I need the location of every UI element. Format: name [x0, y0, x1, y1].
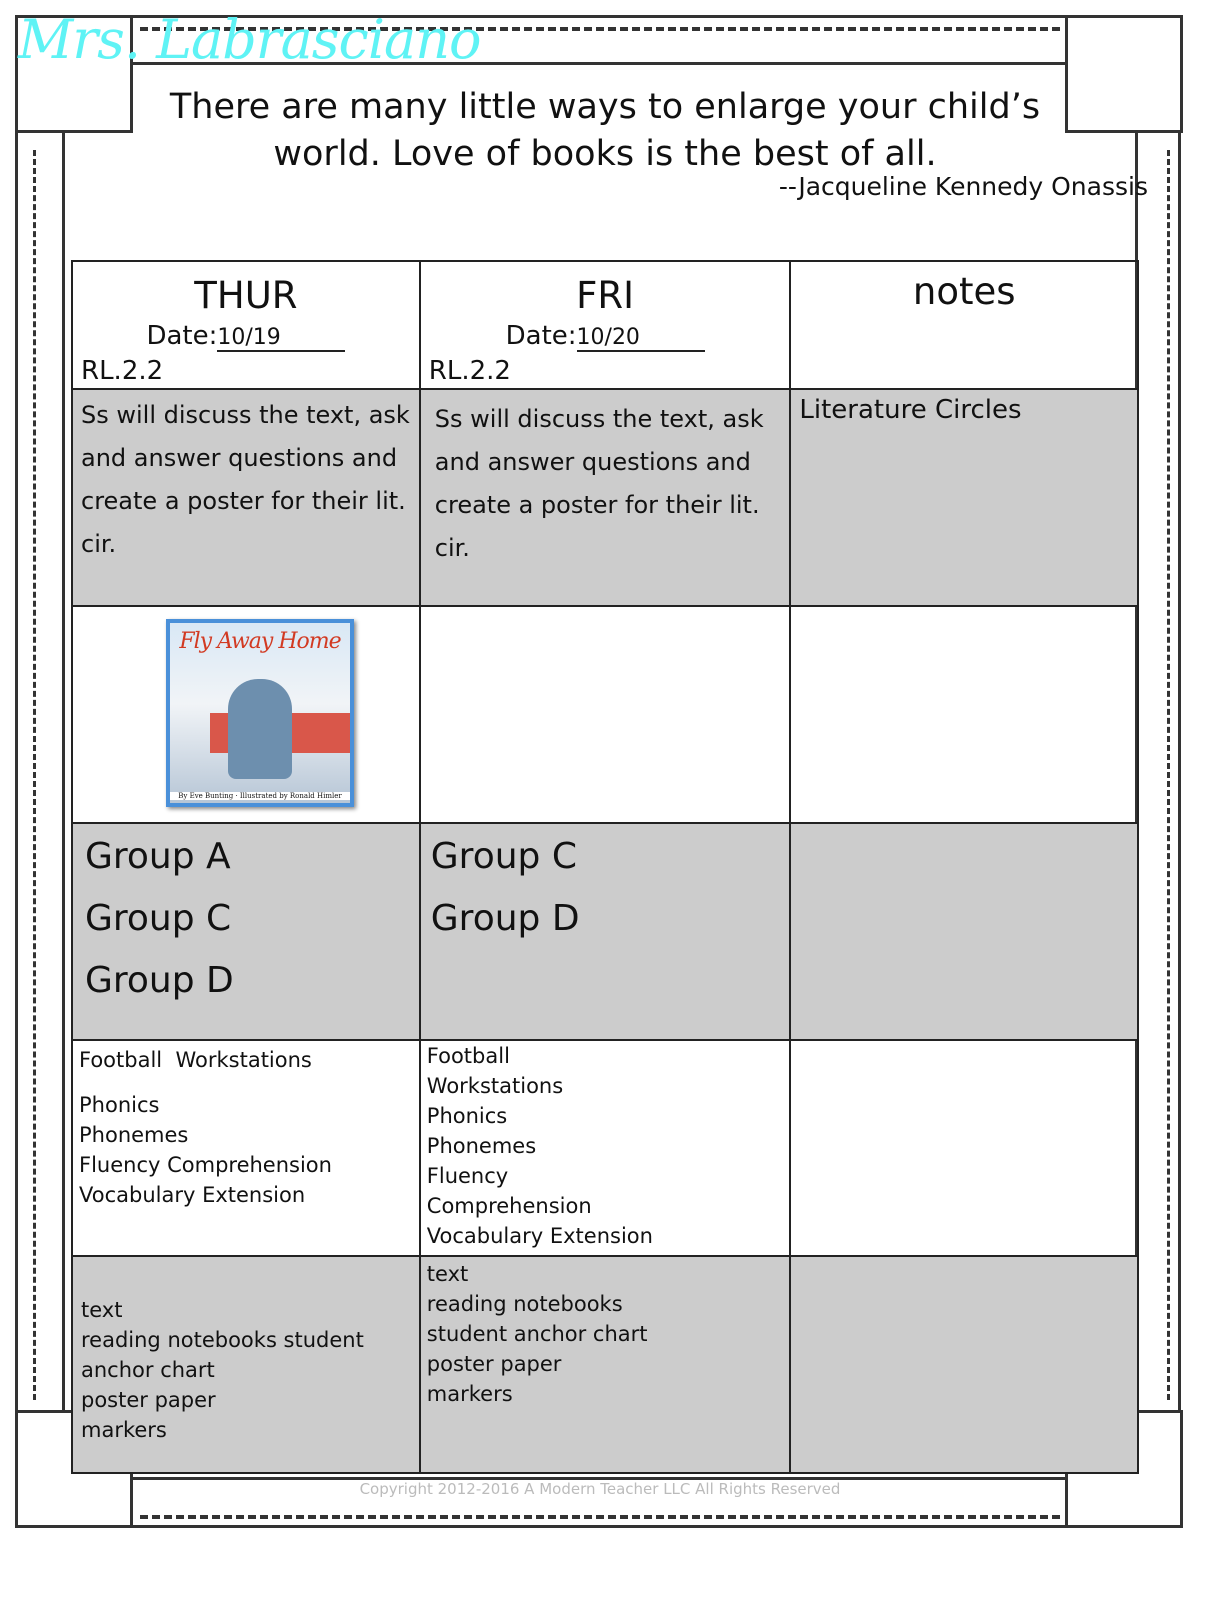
empty-cell — [790, 606, 1138, 823]
date-label: Date: — [505, 321, 577, 351]
group-item: Group D — [430, 898, 580, 939]
book-cover-image — [166, 619, 354, 807]
quote-line: There are many little ways to enlarge your child’s — [169, 87, 1041, 127]
table-header-row — [72, 261, 1138, 389]
groups-cell — [420, 823, 791, 1040]
day-label: THUR — [194, 274, 298, 317]
list-item: Football Workstations — [79, 1048, 312, 1072]
group-item: Group C — [85, 898, 232, 939]
list-item: Vocabulary Extension — [426, 1224, 653, 1248]
workstations-cell — [72, 1040, 420, 1256]
group-item: Group C — [430, 836, 577, 877]
border-dash-right — [1167, 150, 1170, 1400]
table-row — [72, 389, 1138, 606]
header-cell-fri — [420, 261, 791, 389]
quote-line: world. Love of books is the best of all. — [273, 134, 937, 174]
list-item: markers — [426, 1382, 513, 1406]
list-item: anchor chart — [81, 1358, 215, 1382]
list-item: Fluency — [426, 1164, 509, 1188]
list-item: text — [426, 1262, 469, 1286]
objective-cell: Literature Circles — [790, 389, 1138, 606]
materials-cell — [72, 1256, 420, 1473]
table-row — [72, 1040, 1138, 1256]
empty-cell — [790, 1256, 1138, 1473]
workstations-cell — [420, 1040, 791, 1256]
border-dash-bottom — [140, 1515, 1060, 1519]
header-cell-thur — [72, 261, 420, 389]
quote-author: --Jacqueline Kennedy Onassis — [778, 172, 1148, 201]
empty-cell — [790, 1040, 1138, 1256]
list-item: Vocabulary Extension — [79, 1183, 306, 1207]
group-item: Group D — [85, 960, 234, 1001]
groups-cell — [72, 823, 420, 1040]
book-title: Fly Away Home — [179, 629, 341, 654]
standard: RL.2.2 — [428, 356, 511, 386]
objective-cell: Ss will discuss the text, ask and answer questions and create a poster for their lit. cir. — [420, 389, 791, 606]
date-value: 10/19 — [217, 325, 345, 352]
list-item: Phonics — [79, 1093, 160, 1117]
list-item: reading notebooks student — [81, 1328, 364, 1352]
list-item: student anchor chart — [426, 1322, 648, 1346]
list-item: Football — [426, 1044, 510, 1068]
list-item: markers — [81, 1418, 167, 1442]
lesson-plan-table — [71, 260, 1139, 1474]
standard: RL.2.2 — [81, 356, 164, 386]
list-item — [79, 1075, 413, 1090]
list-item: reading notebooks — [426, 1292, 623, 1316]
notes-label: notes — [912, 270, 1016, 313]
table-row — [72, 606, 1138, 823]
list-item: Comprehension — [426, 1194, 592, 1218]
group-item: Group A — [85, 836, 231, 877]
list-item: text — [81, 1298, 123, 1322]
list-item: Phonemes — [79, 1123, 189, 1147]
border-dash-left — [33, 150, 36, 1400]
list-item: Phonics — [426, 1104, 508, 1128]
book-credit: By Eve Bunting · Illustrated by Ronald Himler — [170, 792, 350, 800]
book-cell — [72, 606, 420, 823]
list-item: poster paper — [426, 1352, 562, 1376]
list-item: poster paper — [81, 1388, 216, 1412]
empty-cell — [420, 606, 791, 823]
teacher-name: Mrs. Labrasciano — [18, 8, 481, 71]
date-label: Date: — [146, 321, 218, 351]
quote — [110, 84, 1100, 178]
empty-cell — [790, 823, 1138, 1040]
table-row — [72, 823, 1138, 1040]
date-value: 10/20 — [577, 325, 705, 352]
list-item: Workstations — [426, 1074, 564, 1098]
materials-cell — [420, 1256, 791, 1473]
header-cell-notes — [790, 261, 1138, 389]
list-item: Phonemes — [426, 1134, 537, 1158]
table-row — [72, 1256, 1138, 1473]
day-label: FRI — [576, 274, 635, 317]
copyright: Copyright 2012-2016 A Modern Teacher LLC All Rights Reserved — [359, 1480, 841, 1498]
objective-cell: Ss will discuss the text, ask and answer questions and create a poster for their lit. cir. — [72, 389, 420, 606]
list-item: Fluency Comprehension — [79, 1153, 332, 1177]
